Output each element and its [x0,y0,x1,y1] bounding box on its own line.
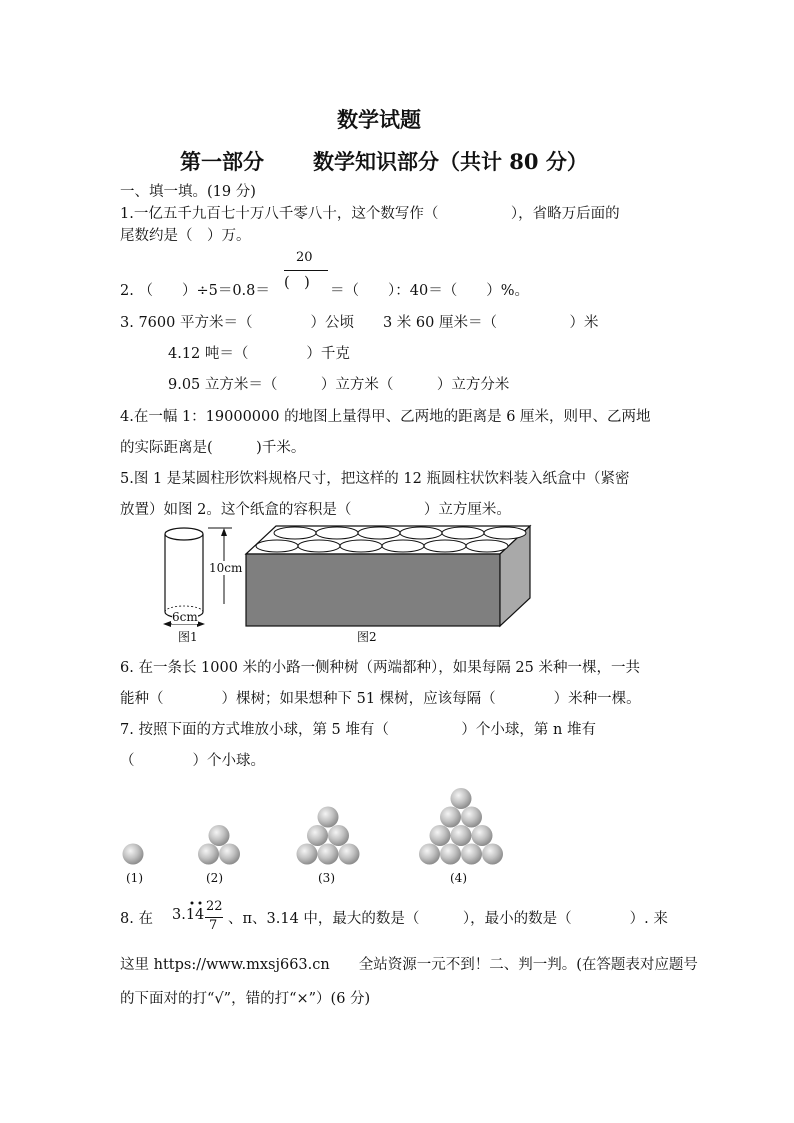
question-6-line-1: 6. 在一条长 1000 米的小路一侧种树（两端都种），如果每隔 25 米种一棵，一共 [120,660,640,676]
ball [461,807,482,828]
question-2-right: ＝（ ）：40＝（ ）%。 [330,283,529,299]
question-8-fraction-numerator: 22 [206,899,223,914]
pile-3-label: (3) [318,871,335,885]
ball [451,788,472,809]
page-title: 数学试题 [337,107,421,132]
question-6-line-2: 能种（ ）棵树；如果想种下 51 棵树，应该每隔（ ）米种一棵。 [120,691,641,707]
repeating-dot-mark [188,898,204,908]
pile-4-label: (4) [450,871,467,885]
figure-2-label: 图2 [357,630,377,644]
footer-line-1: 这里 https://www.mxsj663.cn 全站资源一元不到！二、判一判。(在答题表对应题号 [120,957,698,973]
question-1-line-1: 1.一亿五千九百七十万八千零八十，这个数写作（ ），省略万后面的 [120,206,620,222]
ball [318,844,339,865]
diameter-label: 6cm [172,610,198,624]
ball [328,825,349,846]
ball [461,844,482,865]
box-figure [244,524,534,630]
ball [297,844,318,865]
section-heading: 一、填一填。(19 分) [120,184,256,200]
ball [419,844,440,865]
footer-line-2: 的下面对的打“√”，错的打“×”）(6 分) [120,991,371,1007]
ball [430,825,451,846]
fraction-numerator: 20 [296,250,313,265]
ball [198,844,219,865]
ball [440,844,461,865]
question-5-line-1: 5.图 1 是某圆柱形饮料规格尺寸，把这样的 12 瓶圆柱状饮料装入纸盒中（紧密 [120,471,630,487]
ball [318,807,339,828]
ball [472,825,493,846]
question-8-number: 3.14 [172,907,205,923]
height-label: 10cm [209,561,243,575]
question-7-line-1: 7. 按照下面的方式堆放小球，第 5 堆有（ ）个小球，第 n 堆有 [120,722,596,738]
question-8-start: 8. 在 [120,911,153,927]
question-7-line-2: （ ）个小球。 [120,753,265,769]
ball-piles-figure [110,776,520,872]
question-4-line-1: 4.在一幅 1：19000000 的地图上量得甲、乙两地的距离是 6 厘米，则甲、乙两地 [120,409,651,425]
question-5-line-2: 放置）如图 2。这个纸盒的容积是（ ）立方厘米。 [120,502,511,518]
question-3-line-3: 9.05 立方米＝（ ）立方米（ ）立方分米 [168,377,510,393]
figure-1-label: 图1 [178,630,198,644]
ball [339,844,360,865]
question-4-line-2: 的实际距离是( )千米。 [120,440,306,456]
question-3-line-2: 4.12 吨＝（ ）千克 [168,346,350,362]
ball [209,825,230,846]
cylinder-figure [160,524,250,644]
question-2-left: 2. （ ）÷5＝0.8＝ [120,283,270,299]
pile-1-label: (1) [126,871,143,885]
question-1-line-2: 尾数约是（ ）万。 [120,228,251,244]
fraction-denominator: ( ) [284,275,310,291]
ball [219,844,240,865]
ball [482,844,503,865]
question-3-line-1: 3. 7600 平方米＝（ ）公顷 3 米 60 厘米＝（ ）米 [120,315,599,331]
ball [307,825,328,846]
ball [440,807,461,828]
ball [123,844,144,865]
question-8-rest: 、π、3.14 中，最大的数是（ ），最小的数是（ ）. 来 [228,911,668,927]
part-name: 数学知识部分（共计 80 分） [313,149,588,174]
pile-2-label: (2) [206,871,223,885]
ball [451,825,472,846]
question-8-fraction-denominator: 7 [209,918,218,933]
part-label: 第一部分 [180,149,264,174]
